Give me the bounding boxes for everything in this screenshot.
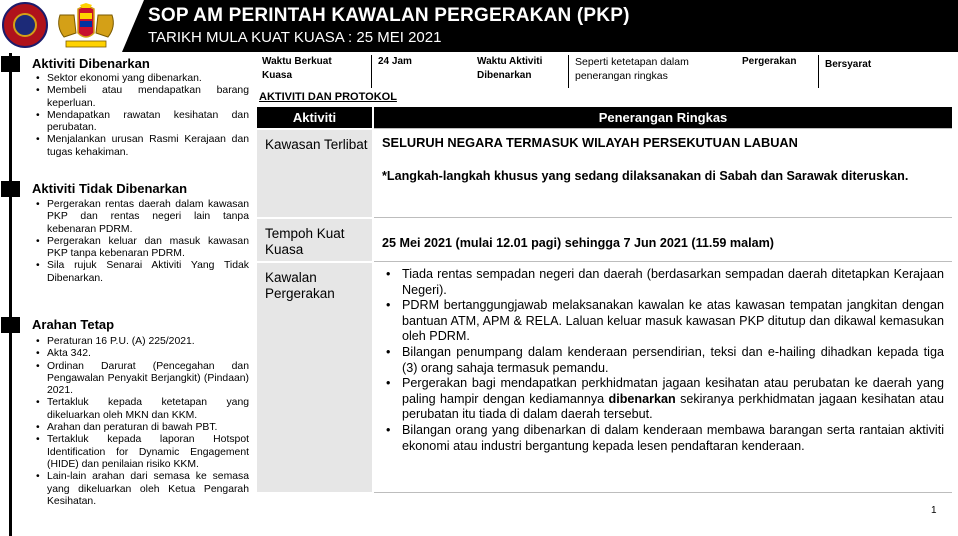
section-marker xyxy=(1,181,20,197)
timeline-line xyxy=(9,53,12,536)
page-title: SOP AM PERINTAH KAWALAN PERGERAKAN (PKP) xyxy=(148,5,630,26)
waktu-aktiviti-value: Seperti ketetapan dalam penerangan ringkas xyxy=(575,56,689,82)
special-after: sekiranya perkhidmatan jagaan kesihatan atau perubatan itu tiada di dalam daerah tersebut. xyxy=(402,391,944,422)
row-content-tempoh xyxy=(374,217,952,261)
special-bold: dibenarkan xyxy=(608,391,676,406)
row-label-kawasan: Kawasan Terlibat xyxy=(257,128,372,217)
header-slant xyxy=(122,0,144,52)
table-bottom-border xyxy=(374,492,952,493)
malaysia-coat-of-arms-icon xyxy=(52,3,120,49)
waktu-aktiviti-label: Waktu Aktiviti Dibenarkan xyxy=(477,56,543,81)
divider xyxy=(818,55,819,88)
section-title-dibenarkan: Aktiviti Dibenarkan xyxy=(32,56,150,71)
list-item: • Pergerakan rentas daerah dalam kawasan PKP dan rentas negeri lain tanpa kebenaran PDRM. xyxy=(36,199,249,236)
list-item: • Sektor ekonomi yang dibenarkan. xyxy=(36,73,249,85)
section-title-arahan-tetap: Arahan Tetap xyxy=(32,317,115,332)
column-header-penerangan: Penerangan Ringkas xyxy=(374,107,952,128)
page-subtitle: TARIKH MULA KUAT KUASA : 25 MEI 2021 xyxy=(148,29,442,46)
list-item: • Tiada rentas sempadan negeri dan daerah (berdasarkan sempadan daerah ditetapkan Kerajaan Negeri). xyxy=(382,267,944,298)
column-header-aktiviti: Aktiviti xyxy=(257,107,372,128)
list-item: • Bilangan penumpang dalam kenderaan persendirian, teksi dan e-hailing dihadkan kepada tiga (3) orang sahaja termasuk pemandu. xyxy=(382,345,944,376)
waktu-berkuat-value: 24 Jam xyxy=(378,56,412,67)
row-content-kawalan xyxy=(374,261,952,492)
pergerakan-label: Pergerakan xyxy=(742,56,797,67)
divider xyxy=(568,55,569,88)
list-item: • Membeli atau mendapatkan barang keperluan. xyxy=(36,85,249,110)
row-content-kawasan xyxy=(374,128,952,217)
kawasan-line1: SELURUH NEGARA TERMASUK WILAYAH PERSEKUTUAN LABUAN xyxy=(382,135,798,150)
pergerakan-value: Bersyarat xyxy=(825,59,872,70)
mkn-logo-icon xyxy=(2,2,48,48)
waktu-berkuat-label: Waktu Berkuat Kuasa xyxy=(262,56,332,81)
divider xyxy=(371,55,372,88)
list-dibenarkan xyxy=(36,73,249,159)
list-item: • Mendapatkan rawatan kesihatan dan perubatan. xyxy=(36,110,249,135)
section-marker xyxy=(1,317,20,333)
list-item: • Bilangan orang yang dibenarkan di dalam kenderaan membawa barangan serta rantaian aktiviti ekonomi atau industri bergantung kepada lesen pendaftaran kenderaan. xyxy=(382,423,944,454)
list-item: • Menjalankan urusan Rasmi Kerajaan dan tugas kehakiman. xyxy=(36,134,249,159)
row-label-kawalan: Kawalan Pergerakan xyxy=(257,261,372,492)
list-item: • PDRM bertanggungjawab melaksanakan kawalan ke atas kawasan tempatan jangkitan dengan bantuan ATM, APM & RELA. Laluan keluar masuk kawasan PKP ditutup dan dikawal kemasukan oleh PDRM. xyxy=(382,298,944,345)
page-number: 1 xyxy=(931,505,937,516)
list-item: • Lain-lain arahan dari semasa ke semasa yang dikeluarkan oleh Ketua Pengarah Kesihatan. xyxy=(36,471,249,508)
list-item: • Akta 342. xyxy=(36,348,249,360)
list-item: • Ordinan Darurat (Pencegahan dan Pengawalan Penyakit Berjangkit) (Pindaan) 2021. xyxy=(36,361,249,398)
kawalan-list xyxy=(382,267,944,454)
section-label: AKTIVITI DAN PROTOKOL xyxy=(259,91,397,103)
section-marker xyxy=(1,56,20,72)
list-arahan-tetap xyxy=(36,336,249,508)
sidebar xyxy=(0,53,255,536)
list-item xyxy=(382,376,944,423)
tempoh-text: 25 Mei 2021 (mulai 12.01 pagi) sehingga 7 Jun 2021 (11.59 malam) xyxy=(382,236,774,250)
header xyxy=(0,0,958,53)
row-label-tempoh: Tempoh Kuat Kuasa xyxy=(257,217,372,261)
list-item: • Sila rujuk Senarai Aktiviti Yang Tidak Dibenarkan. xyxy=(36,260,249,285)
list-item: • Tertakluk kepada laporan Hotspot Identification for Dynamic Engagement (HIDE) dan penilaian risiko KKM. xyxy=(36,434,249,471)
list-tidak-dibenarkan xyxy=(36,199,249,285)
kawasan-line2: *Langkah-langkah khusus yang sedang dilaksanakan di Sabah dan Sarawak diteruskan. xyxy=(382,169,909,183)
header-logos xyxy=(0,0,122,53)
list-item: • Arahan dan peraturan di bawah PBT. xyxy=(36,422,249,434)
section-title-tidak-dibenarkan: Aktiviti Tidak Dibenarkan xyxy=(32,181,188,196)
list-item: • Peraturan 16 P.U. (A) 225/2021. xyxy=(36,336,249,348)
list-item: • Pergerakan keluar dan masuk kawasan PKP tanpa kebenaran PDRM. xyxy=(36,236,249,261)
special-before: Pergerakan bagi mendapatkan perkhidmatan jagaan kesihatan atau perubatan ke daerah yang paling hampir dengan kediamannya xyxy=(402,376,944,406)
list-item: • Tertakluk kepada ketetapan yang dikeluarkan oleh MKN dan KKM. xyxy=(36,397,249,422)
